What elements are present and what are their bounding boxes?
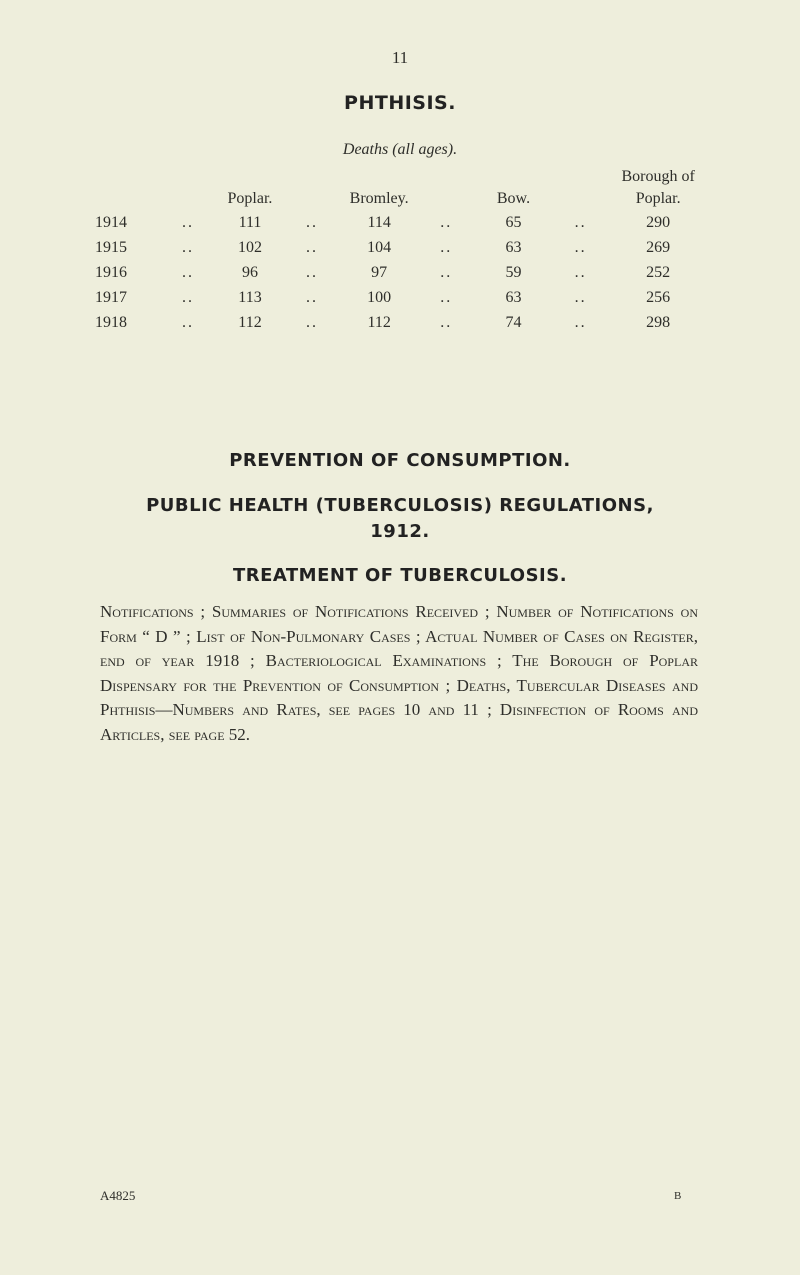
row-separator: .. bbox=[305, 288, 318, 306]
cell-year: 1918 bbox=[95, 313, 127, 331]
cell-poplar: 112 bbox=[238, 313, 262, 331]
cell-bromley: 104 bbox=[367, 238, 392, 256]
cell-bromley: 112 bbox=[367, 313, 391, 331]
signature-mark: B bbox=[674, 1190, 682, 1202]
row-separator: .. bbox=[181, 238, 194, 256]
cell-borough: 298 bbox=[646, 313, 671, 331]
cell-year: 1915 bbox=[95, 238, 127, 256]
col-header-borough-line2: Poplar. bbox=[635, 190, 681, 207]
table-subtitle: Deaths (all ages). bbox=[342, 141, 458, 158]
col-header-bromley: Bromley. bbox=[349, 190, 409, 207]
cell-bow: 65 bbox=[505, 213, 522, 231]
col-header-poplar: Poplar. bbox=[227, 190, 273, 207]
row-separator: .. bbox=[305, 263, 318, 281]
prevention-heading: PREVENTION OF CONSUMPTION. bbox=[229, 450, 571, 471]
table-row bbox=[95, 285, 715, 310]
regulations-heading-line1: PUBLIC HEALTH (TUBERCULOSIS) REGULATIONS, bbox=[146, 495, 654, 516]
cell-poplar: 113 bbox=[238, 288, 262, 306]
row-separator: .. bbox=[574, 213, 587, 231]
row-separator: .. bbox=[440, 213, 453, 231]
row-separator: .. bbox=[181, 263, 194, 281]
cell-bow: 63 bbox=[505, 288, 522, 306]
cell-bromley: 114 bbox=[367, 213, 391, 231]
cell-bromley: 97 bbox=[371, 263, 388, 281]
row-separator: .. bbox=[440, 263, 453, 281]
cell-year: 1916 bbox=[95, 263, 127, 281]
cell-bow: 74 bbox=[505, 313, 522, 331]
row-separator: .. bbox=[574, 288, 587, 306]
cell-bow: 59 bbox=[505, 263, 522, 281]
phthisis-heading: PHTHISIS. bbox=[344, 92, 456, 114]
row-separator: .. bbox=[574, 313, 587, 331]
regulations-heading bbox=[0, 493, 800, 545]
cell-borough: 290 bbox=[646, 213, 671, 231]
regulations-heading-line2: 1912. bbox=[370, 521, 430, 542]
cell-poplar: 102 bbox=[237, 238, 262, 256]
row-separator: .. bbox=[181, 288, 194, 306]
cell-poplar: 96 bbox=[241, 263, 258, 281]
cell-year: 1917 bbox=[95, 288, 127, 306]
row-separator: .. bbox=[574, 263, 587, 281]
cell-bromley: 100 bbox=[367, 288, 392, 306]
cell-poplar: 111 bbox=[238, 213, 262, 231]
printer-code: A4825 bbox=[100, 1188, 136, 1203]
col-header-borough bbox=[601, 166, 715, 210]
row-separator: .. bbox=[305, 238, 318, 256]
row-separator: .. bbox=[181, 213, 194, 231]
row-separator: .. bbox=[181, 313, 194, 331]
table-row bbox=[95, 260, 715, 285]
row-separator: .. bbox=[440, 313, 453, 331]
phthisis-deaths-table bbox=[95, 166, 715, 335]
row-separator: .. bbox=[305, 213, 318, 231]
table-row bbox=[95, 310, 715, 335]
cell-borough: 252 bbox=[646, 263, 671, 281]
col-header-borough-line1: Borough of bbox=[621, 168, 695, 185]
row-separator: .. bbox=[574, 238, 587, 256]
treatment-heading: TREATMENT OF TUBERCULOSIS. bbox=[232, 565, 568, 586]
row-separator: .. bbox=[440, 238, 453, 256]
row-separator: .. bbox=[440, 288, 453, 306]
cell-borough: 256 bbox=[646, 288, 671, 306]
contents-paragraph: Notifications ; Summaries of Notifications Received ; Number of Notifications on Form “ D ” ; List of Non-Pulmonary Cases ; Actual Number of Cases on Register, end of year 1918 ; Bacteriological Examinations ; The Borough of Poplar Dispensary for the Prevention of Consumption ; Deaths, Tubercular Diseases and Phthisis—Numbers and Rates, see pages 10 and 11 ; Disinfection of Rooms and Articles, see page 52. bbox=[100, 602, 698, 744]
page-number: 11 bbox=[391, 48, 409, 67]
cell-borough: 269 bbox=[646, 238, 671, 256]
table-row bbox=[95, 235, 715, 260]
table-header-row bbox=[95, 166, 715, 210]
table-row bbox=[95, 210, 715, 235]
cell-year: 1914 bbox=[95, 213, 127, 231]
cell-bow: 63 bbox=[505, 238, 522, 256]
col-header-bow: Bow. bbox=[496, 190, 531, 207]
row-separator: .. bbox=[305, 313, 318, 331]
